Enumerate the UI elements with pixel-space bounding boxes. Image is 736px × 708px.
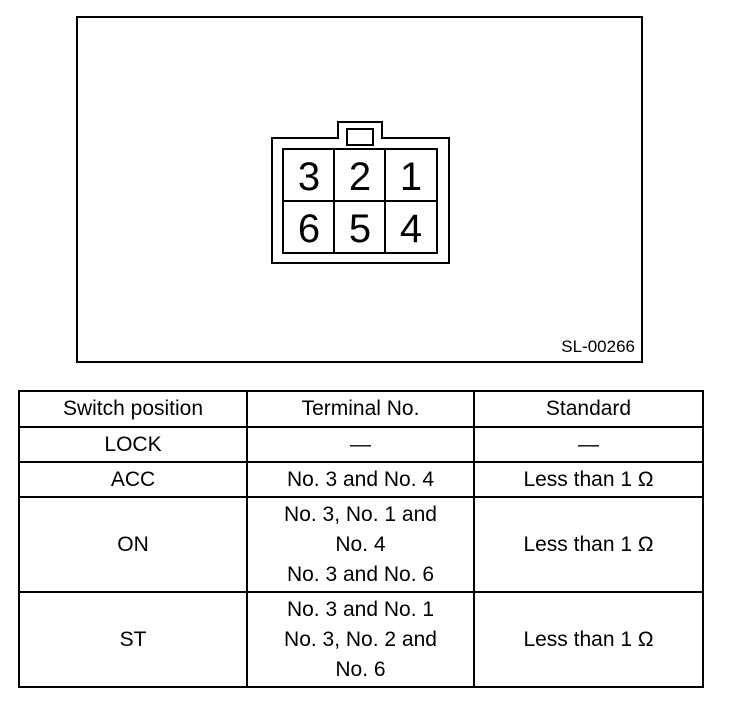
- column-header: Terminal No.: [247, 391, 474, 427]
- standard-cell: Less than 1 Ω: [474, 462, 703, 497]
- terminal-label: 3: [297, 155, 321, 199]
- terminal-line: —: [350, 432, 371, 456]
- terminal-label: 4: [399, 207, 423, 251]
- terminal-cell: [247, 427, 474, 462]
- table-row: [19, 427, 703, 462]
- terminal-label: 5: [348, 207, 372, 251]
- table-header-row: [19, 391, 703, 427]
- connector-lock-tab: [347, 129, 373, 145]
- terminal-label: 1: [399, 155, 423, 199]
- terminal-line: No. 3 and No. 1: [286, 597, 435, 621]
- terminal-cell: [247, 592, 474, 687]
- terminal-line: No. 3 and No. 6: [286, 562, 435, 586]
- figure-id: SL-00266: [561, 337, 635, 356]
- terminal-label: 2: [348, 155, 372, 199]
- switch-position-cell: ST: [19, 592, 247, 687]
- column-header: Standard: [474, 391, 703, 427]
- terminal-line: No. 6: [335, 657, 386, 681]
- terminal-cell: [247, 462, 474, 497]
- standard-cell: Less than 1 Ω: [474, 497, 703, 592]
- terminal-line: No. 3, No. 1 and: [284, 502, 437, 526]
- terminal-label: 6: [297, 207, 321, 251]
- terminal-line: No. 4: [335, 532, 386, 556]
- connector-figure: [76, 16, 643, 363]
- standard-cell: Less than 1 Ω: [474, 592, 703, 687]
- spec-table: [18, 390, 704, 688]
- connector-diagram: [78, 18, 641, 361]
- table-row: [19, 497, 703, 592]
- standard-cell: —: [474, 427, 703, 462]
- terminal-line: No. 3 and No. 4: [286, 467, 435, 491]
- terminal-line: No. 3, No. 2 and: [284, 627, 437, 651]
- column-header: Switch position: [19, 391, 247, 427]
- table-row: [19, 462, 703, 497]
- terminal-cell: [247, 497, 474, 592]
- table-row: [19, 592, 703, 687]
- switch-position-cell: ON: [19, 497, 247, 592]
- switch-position-cell: ACC: [19, 462, 247, 497]
- switch-position-cell: LOCK: [19, 427, 247, 462]
